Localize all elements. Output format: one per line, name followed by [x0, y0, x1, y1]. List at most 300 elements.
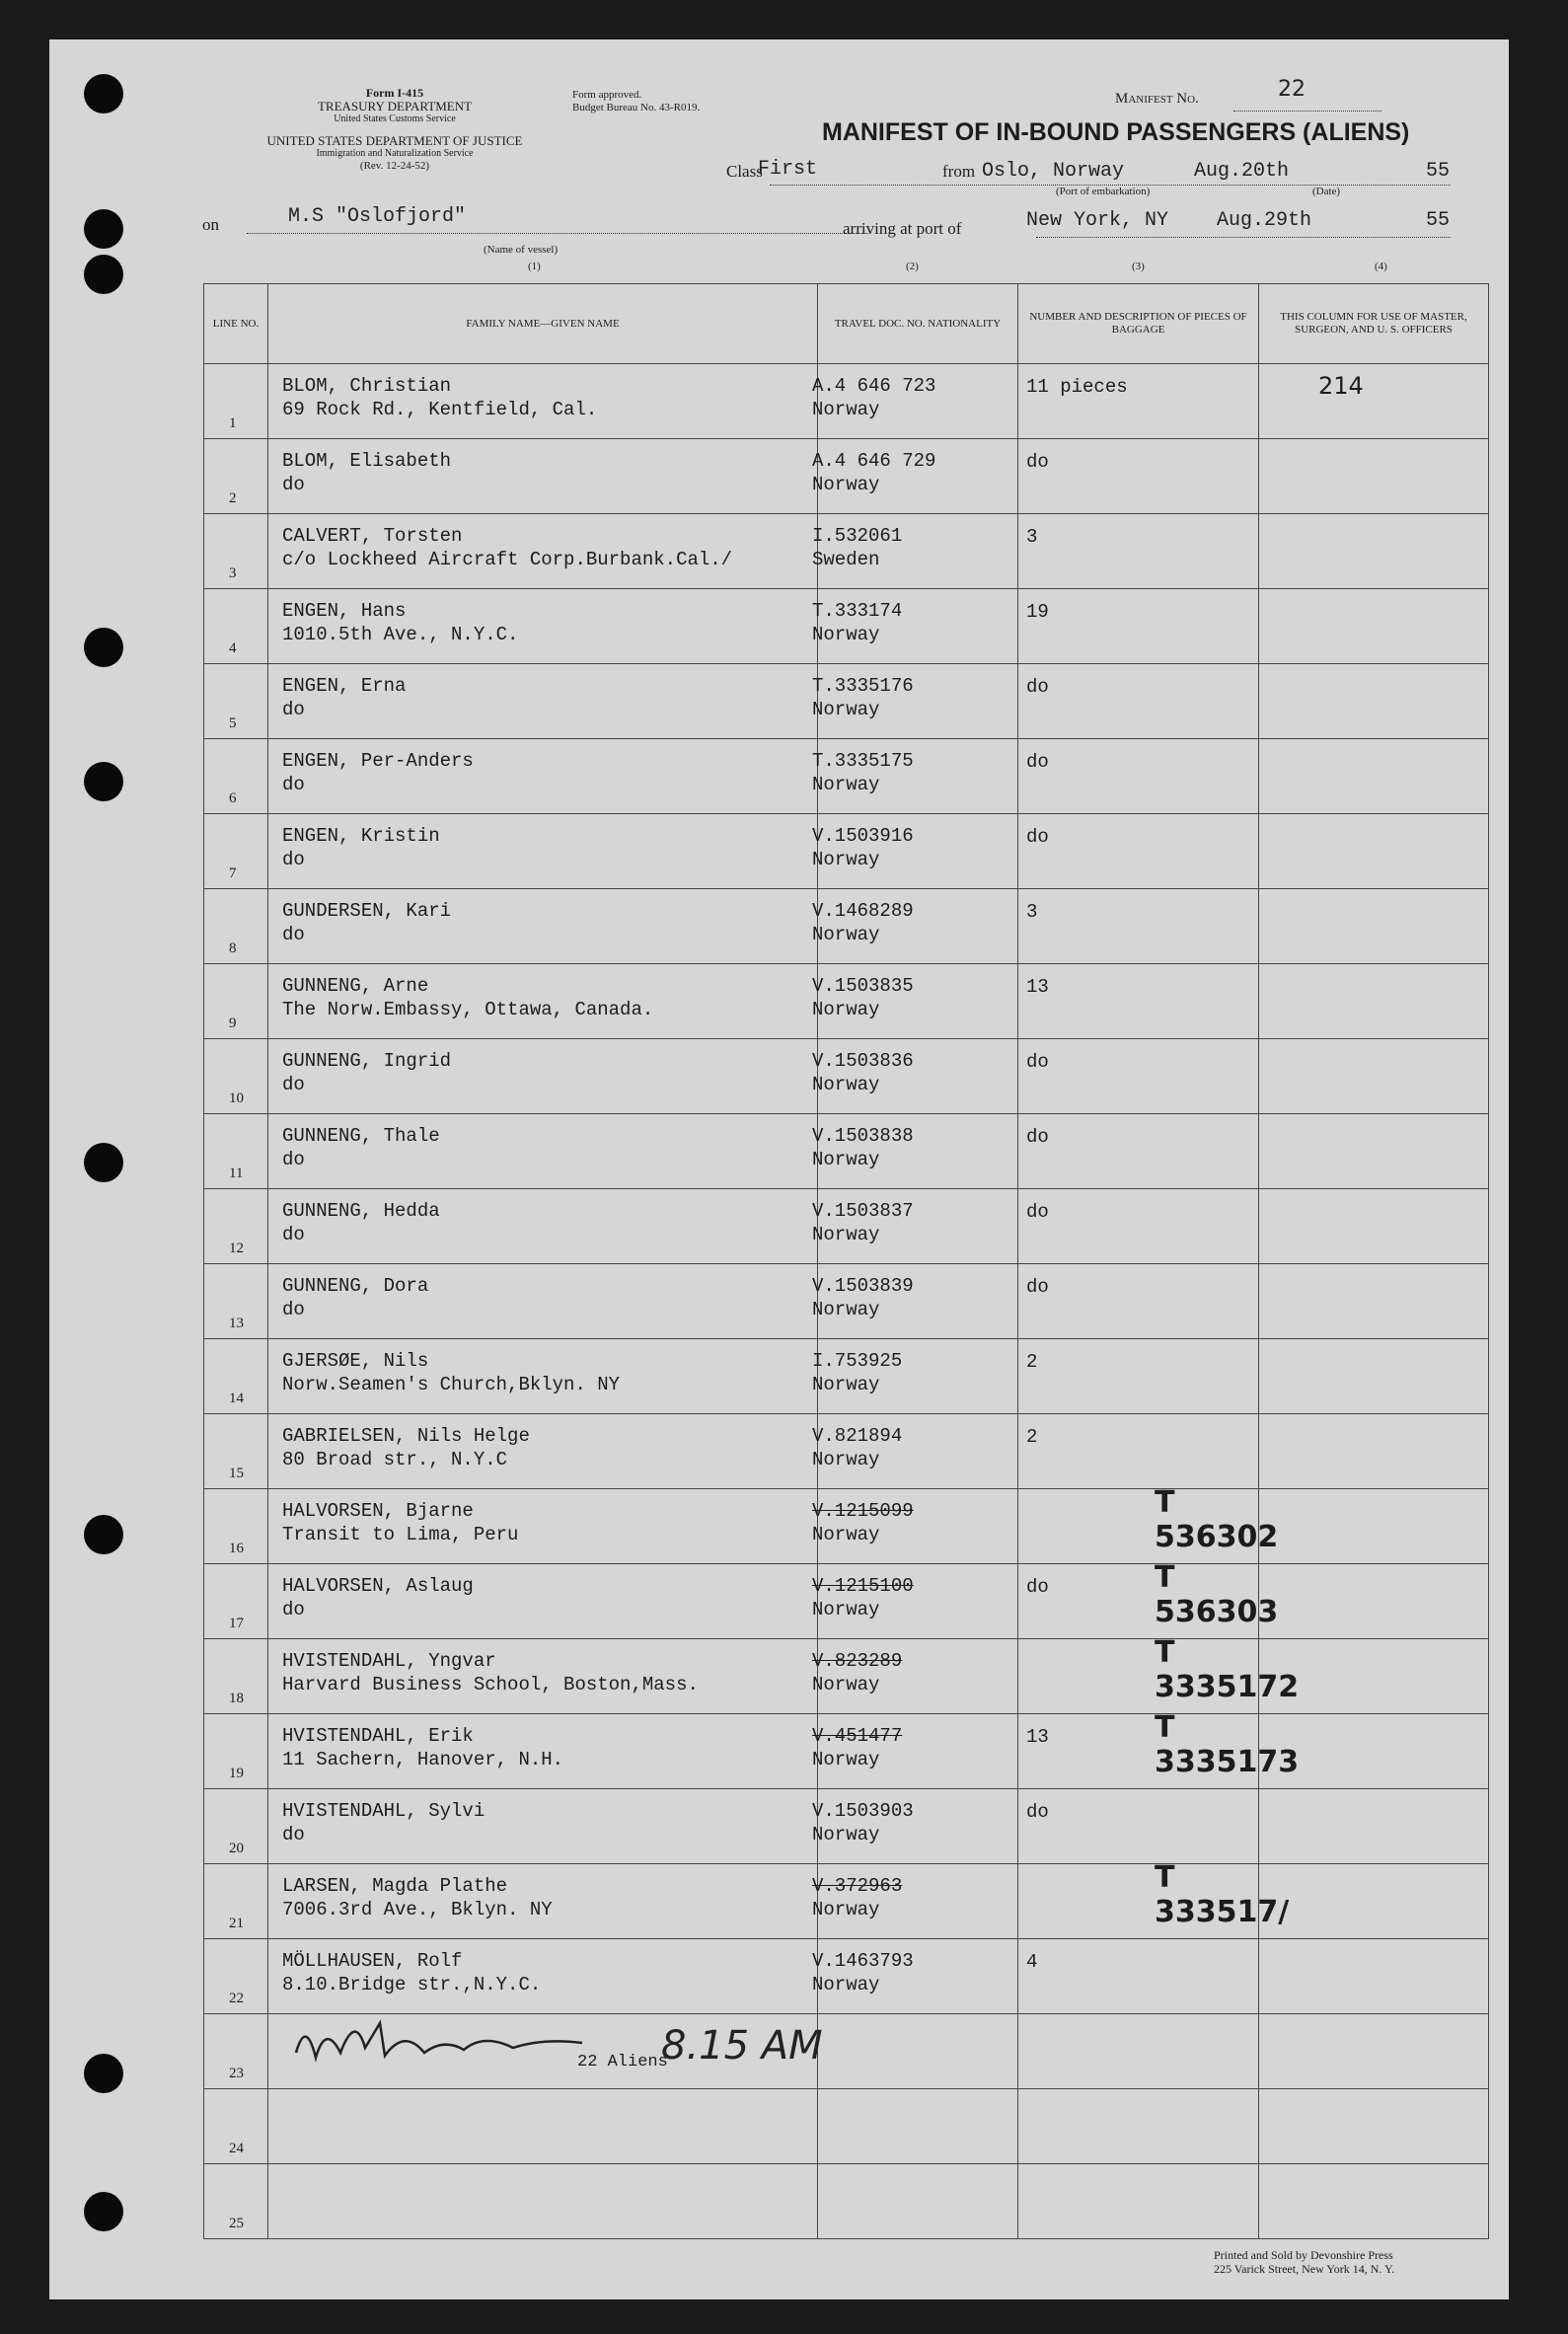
passenger-address: do [282, 474, 305, 495]
baggage-cell [1018, 2014, 1259, 2089]
doc-cell [812, 1339, 1018, 1414]
date-caption: (Date) [1312, 186, 1341, 197]
line-number-cell [204, 2164, 268, 2239]
line-number: 11 [229, 1166, 244, 1181]
travel-doc: I.532061 [812, 525, 903, 547]
aliens-count: 22 Aliens [577, 2053, 668, 2071]
name-cell [268, 889, 818, 964]
line-number-cell [204, 1339, 268, 1414]
doc-cell [812, 439, 1018, 514]
vessel-line [247, 233, 868, 234]
travel-doc: V.1503835 [812, 975, 914, 997]
officer-cell [1259, 2014, 1489, 2089]
col-header-line: LINE NO. [204, 284, 268, 364]
name-cell [268, 739, 818, 814]
passenger-name: HVISTENDAHL, Yngvar [282, 1650, 496, 1672]
signature-time: 8.15 AM [661, 2023, 823, 2069]
punch-hole [84, 1143, 123, 1182]
port-caption: (Port of embarkation) [1056, 186, 1151, 197]
line-number-cell [204, 1714, 268, 1789]
replacement-doc: T 333517/ [1155, 1860, 1290, 1929]
table-row [204, 664, 1489, 739]
form-number: Form I-415 [365, 86, 424, 100]
passenger-address: do [282, 924, 305, 945]
col-num-1: (1) [528, 261, 541, 272]
nationality: Norway [812, 1824, 880, 1845]
passenger-name: GUNNENG, Hedda [282, 1200, 440, 1222]
passenger-address: do [282, 1224, 305, 1245]
officer-cell [1259, 364, 1489, 439]
baggage-cell [1018, 964, 1259, 1039]
baggage: do [1026, 1801, 1049, 1823]
passenger-address: do [282, 1299, 305, 1320]
line-number-cell [204, 964, 268, 1039]
baggage-cell [1018, 1264, 1259, 1339]
vessel-caption: (Name of vessel) [484, 244, 559, 256]
doc-cell [812, 1114, 1018, 1189]
nationality: Norway [812, 849, 880, 870]
line-number-cell [204, 814, 268, 889]
passenger-table [203, 283, 1489, 2239]
passenger-address: do [282, 774, 305, 795]
officer-cell [1259, 1339, 1489, 1414]
nationality: Norway [812, 1149, 880, 1170]
punch-hole [84, 2054, 123, 2093]
name-cell [268, 2164, 818, 2239]
replacement-doc: T 3335172 [1155, 1635, 1300, 1704]
line-number-cell [204, 1489, 268, 1564]
doc-cell [812, 1939, 1018, 2014]
line-number-cell [204, 1639, 268, 1714]
baggage-cell [1018, 364, 1259, 439]
passenger-name: HALVORSEN, Aslaug [282, 1575, 474, 1597]
baggage: do [1026, 451, 1049, 473]
table-row [204, 739, 1489, 814]
baggage: 2 [1026, 1426, 1038, 1448]
passenger-address: Norw.Seamen's Church,Bklyn. NY [282, 1374, 621, 1395]
doc-cell [812, 814, 1018, 889]
nationality: Norway [812, 1374, 880, 1395]
passenger-name: HALVORSEN, Bjarne [282, 1500, 474, 1522]
printer-name: Printed and Sold by Devonshire Press [1214, 2248, 1393, 2262]
manifest-number: 22 [1278, 77, 1306, 102]
passenger-name: BLOM, Elisabeth [282, 450, 452, 472]
passenger-address: do [282, 1149, 305, 1170]
from-label: from [942, 162, 976, 181]
line-number-cell [204, 1864, 268, 1939]
travel-doc: V.372963 [812, 1875, 903, 1897]
officer-cell [1259, 1189, 1489, 1264]
table-row [204, 889, 1489, 964]
name-cell [268, 1489, 818, 1564]
nationality: Norway [812, 924, 880, 945]
officer-cell [1259, 2164, 1489, 2239]
baggage-cell [1018, 1789, 1259, 1864]
table-row [204, 814, 1489, 889]
passenger-address: 7006.3rd Ave., Bklyn. NY [282, 1899, 553, 1920]
line-number: 6 [229, 791, 237, 806]
line-number: 8 [229, 941, 237, 956]
name-cell [268, 964, 818, 1039]
baggage-cell [1018, 1039, 1259, 1114]
nationality: Norway [812, 1224, 880, 1245]
travel-doc: V.1503837 [812, 1200, 914, 1222]
table-row [204, 514, 1489, 589]
officer-cell [1259, 1264, 1489, 1339]
line-number: 20 [229, 1841, 244, 1856]
baggage-cell [1018, 1414, 1259, 1489]
doc-cell [812, 889, 1018, 964]
passenger-name: HVISTENDAHL, Sylvi [282, 1800, 485, 1822]
officer-cell [1259, 589, 1489, 664]
line-number-cell [204, 364, 268, 439]
ins-service: Immigration and Naturalization Service [316, 148, 474, 159]
baggage: 2 [1026, 1351, 1038, 1373]
travel-doc: A.4 646 729 [812, 450, 936, 472]
name-cell [268, 1039, 818, 1114]
line-number: 23 [229, 2066, 244, 2081]
baggage: do [1026, 676, 1049, 698]
doc-cell [812, 1714, 1018, 1789]
travel-doc: V.1503916 [812, 825, 914, 847]
table-row [204, 1039, 1489, 1114]
line-number-cell [204, 1939, 268, 2014]
travel-doc: V.1215099 [812, 1500, 914, 1522]
name-cell [268, 439, 818, 514]
travel-doc: V.1463793 [812, 1950, 914, 1972]
name-cell [268, 664, 818, 739]
table-row [204, 1864, 1489, 1939]
name-cell [268, 1414, 818, 1489]
table-row [204, 1639, 1489, 1714]
name-cell [268, 1564, 818, 1639]
baggage-cell [1018, 814, 1259, 889]
passenger-name: HVISTENDAHL, Erik [282, 1725, 474, 1747]
doc-cell [812, 1039, 1018, 1114]
travel-doc: V.1215100 [812, 1575, 914, 1597]
line-number-cell [204, 589, 268, 664]
col-header-name: FAMILY NAME—GIVEN NAME [268, 284, 818, 364]
nationality: Norway [812, 1599, 880, 1620]
table-row [204, 1939, 1489, 2014]
line-number: 5 [229, 715, 237, 731]
travel-doc: V.1468289 [812, 900, 914, 922]
nationality: Norway [812, 399, 880, 420]
line-number: 21 [229, 1916, 244, 1931]
officer-cell [1259, 1789, 1489, 1864]
doc-cell [812, 589, 1018, 664]
line-number-cell [204, 1114, 268, 1189]
from-date: Aug.20th [1194, 160, 1290, 183]
travel-doc: T.3335176 [812, 675, 914, 697]
name-cell [268, 1189, 818, 1264]
officer-signature [286, 2008, 681, 2077]
baggage-cell [1018, 1710, 1300, 1789]
table-row [204, 1489, 1489, 1564]
line-number-cell [204, 1789, 268, 1864]
nationality: Norway [812, 774, 880, 795]
doc-cell [818, 2089, 1018, 2164]
justice-dept: UNITED STATES DEPARTMENT OF JUSTICE [266, 133, 523, 148]
line-number-cell [204, 1564, 268, 1639]
arriving-label: arriving at port of [843, 219, 962, 238]
name-cell [268, 814, 818, 889]
line-number: 19 [229, 1766, 244, 1781]
class-value: First [758, 158, 818, 181]
col-header-doc: TRAVEL DOC. NO. NATIONALITY [818, 284, 1018, 364]
line-number-cell [204, 2014, 268, 2089]
baggage: do [1026, 1201, 1049, 1223]
officer-cell [1259, 814, 1489, 889]
name-cell [268, 589, 818, 664]
nationality: Norway [812, 1449, 880, 1470]
punch-hole [84, 762, 123, 801]
officer-cell [1259, 514, 1489, 589]
baggage: do [1026, 751, 1049, 773]
officer-cell [1259, 1564, 1489, 1639]
officer-cell [1259, 739, 1489, 814]
baggage-cell [1018, 1189, 1259, 1264]
passenger-name: CALVERT, Torsten [282, 525, 463, 547]
officer-cell [1259, 1639, 1489, 1714]
nationality: Norway [812, 1299, 880, 1320]
doc-cell [818, 2014, 1018, 2089]
line-number: 14 [229, 1391, 244, 1406]
baggage: do [1026, 1276, 1049, 1298]
table-row [204, 1189, 1489, 1264]
passenger-name: GUNNENG, Arne [282, 975, 429, 997]
doc-cell [812, 1489, 1018, 1564]
passenger-name: BLOM, Christian [282, 375, 452, 397]
officer-cell [1259, 1414, 1489, 1489]
name-cell [268, 1714, 818, 1789]
passenger-name: GJERSØE, Nils [282, 1350, 429, 1372]
table-row [204, 1264, 1489, 1339]
nationality: Norway [812, 1749, 880, 1770]
doc-cell [812, 739, 1018, 814]
line-number: 25 [229, 2216, 244, 2231]
baggage: 13 [1026, 976, 1049, 998]
arrival-port: New York, NY [1026, 209, 1169, 232]
line-number-cell [204, 2089, 268, 2164]
table-row [204, 439, 1489, 514]
travel-doc: T.3335175 [812, 750, 914, 772]
passenger-address: do [282, 1824, 305, 1845]
punch-hole [84, 1515, 123, 1554]
baggage-cell [1018, 1939, 1259, 2014]
line-number: 16 [229, 1541, 244, 1556]
travel-doc: V.1503903 [812, 1800, 914, 1822]
baggage: 13 [1026, 1726, 1049, 1748]
baggage-cell [1018, 2164, 1259, 2239]
officer-cell [1259, 664, 1489, 739]
passenger-address: 8.10.Bridge str.,N.Y.C. [282, 1974, 542, 1995]
nationality: Norway [812, 474, 880, 495]
doc-cell [812, 1189, 1018, 1264]
line-number: 15 [229, 1466, 244, 1481]
passenger-address: do [282, 699, 305, 720]
nationality: Norway [812, 1974, 880, 1995]
nationality: Norway [812, 1524, 880, 1545]
name-cell [268, 1864, 818, 1939]
baggage: do [1026, 826, 1049, 848]
on-label: on [202, 215, 219, 234]
officer-cell [1259, 1864, 1489, 1939]
officer-cell [1259, 1039, 1489, 1114]
baggage-cell [1018, 889, 1259, 964]
revision: (Rev. 12-24-52) [359, 160, 430, 172]
baggage-cell [1018, 514, 1259, 589]
doc-cell [812, 364, 1018, 439]
col-num-2: (2) [906, 261, 919, 272]
line-number: 2 [229, 490, 237, 506]
passenger-address: 69 Rock Rd., Kentfield, Cal. [282, 399, 598, 420]
line-number-cell [204, 664, 268, 739]
line-number: 4 [229, 640, 237, 656]
doc-cell [812, 1639, 1018, 1714]
doc-cell [812, 1864, 1018, 1939]
table-row [204, 1564, 1489, 1639]
replacement-doc: T 536303 [1155, 1560, 1279, 1629]
col-header-officers: THIS COLUMN FOR USE OF MASTER, SURGEON, AND U. S. OFFICERS [1259, 284, 1489, 364]
travel-doc: V.451477 [812, 1725, 903, 1747]
baggage: 4 [1026, 1951, 1038, 1973]
line-number: 17 [229, 1616, 244, 1631]
name-cell [268, 1939, 818, 2014]
passenger-address: 1010.5th Ave., N.Y.C. [282, 624, 519, 645]
baggage-cell [1018, 664, 1259, 739]
baggage-cell [1018, 589, 1259, 664]
baggage-cell [1018, 1485, 1279, 1564]
col-num-3: (3) [1132, 261, 1145, 272]
table-row [204, 2164, 1489, 2239]
printer-address: 225 Varick Street, New York 14, N. Y. [1214, 2262, 1395, 2276]
name-cell [268, 1339, 818, 1414]
class-label: Class [726, 162, 763, 181]
nationality: Norway [812, 999, 880, 1020]
line-number: 12 [229, 1241, 244, 1256]
travel-doc: V.1503839 [812, 1275, 914, 1297]
travel-doc: T.333174 [812, 600, 903, 622]
punch-hole [84, 74, 123, 113]
baggage-cell [1018, 1339, 1259, 1414]
line-number: 7 [229, 866, 237, 881]
name-cell [268, 1639, 818, 1714]
name-cell [268, 1789, 818, 1864]
from-year: 55 [1426, 160, 1451, 183]
name-cell [268, 1114, 818, 1189]
manifest-label: Manifest No. [1115, 91, 1199, 107]
baggage-cell [1018, 1560, 1279, 1639]
passenger-name: ENGEN, Kristin [282, 825, 440, 847]
name-cell [268, 1264, 818, 1339]
officer-cell [1259, 1939, 1489, 2014]
table-row [204, 1414, 1489, 1489]
travel-doc: V.821894 [812, 1425, 903, 1447]
replacement-doc: T 3335173 [1155, 1710, 1300, 1779]
baggage: 3 [1026, 526, 1038, 548]
manifest-page [49, 39, 1509, 2299]
table-row [204, 964, 1489, 1039]
line-number: 10 [229, 1091, 244, 1106]
from-port: Oslo, Norway [982, 160, 1125, 183]
arrival-year: 55 [1426, 209, 1451, 232]
table-row [204, 1789, 1489, 1864]
vessel-name: M.S "Oslofjord" [288, 205, 467, 228]
budget-bureau: Budget Bureau No. 43-R019. [572, 102, 701, 113]
arrival-date: Aug.29th [1217, 209, 1312, 232]
customs-service: United States Customs Service [334, 113, 456, 124]
form-approved: Form approved. [572, 89, 642, 101]
passenger-name: LARSEN, Magda Plathe [282, 1875, 508, 1897]
travel-doc: V.1503836 [812, 1050, 914, 1072]
col-num-4: (4) [1375, 261, 1387, 272]
doc-cell [818, 2164, 1018, 2239]
doc-cell [812, 1564, 1018, 1639]
punch-hole [84, 209, 123, 249]
baggage-cell [1018, 2089, 1259, 2164]
table-row [204, 2089, 1489, 2164]
baggage-cell [1018, 1860, 1290, 1939]
passenger-name: ENGEN, Erna [282, 675, 407, 697]
officer-cell [1259, 2089, 1489, 2164]
doc-cell [812, 1414, 1018, 1489]
passenger-name: ENGEN, Hans [282, 600, 407, 622]
baggage: 3 [1026, 901, 1038, 923]
baggage-cell [1018, 439, 1259, 514]
doc-cell [812, 664, 1018, 739]
officer-cell [1259, 1114, 1489, 1189]
nationality: Sweden [812, 549, 880, 570]
passenger-name: GUNDERSEN, Kari [282, 900, 452, 922]
passenger-name: GUNNENG, Dora [282, 1275, 429, 1297]
replacement-doc: T 536302 [1155, 1485, 1279, 1554]
doc-cell [812, 1264, 1018, 1339]
line-number-cell [204, 1264, 268, 1339]
travel-doc: A.4 646 723 [812, 375, 936, 397]
table-row [204, 1714, 1489, 1789]
arrival-line [1036, 237, 1451, 238]
line-number-cell [204, 1414, 268, 1489]
nationality: Norway [812, 1674, 880, 1695]
line-number-cell [204, 1189, 268, 1264]
line-number-cell [204, 889, 268, 964]
table-row [204, 1339, 1489, 1414]
passenger-name: GUNNENG, Thale [282, 1125, 440, 1147]
nationality: Norway [812, 1074, 880, 1095]
punch-hole [84, 628, 123, 667]
baggage: 19 [1026, 601, 1049, 623]
doc-cell [812, 514, 1018, 589]
treasury-dept: TREASURY DEPARTMENT [317, 99, 473, 113]
officer-cell [1259, 1489, 1489, 1564]
baggage: do [1026, 1051, 1049, 1073]
name-cell [268, 514, 818, 589]
line-number-cell [204, 439, 268, 514]
passenger-name: ENGEN, Per-Anders [282, 750, 474, 772]
passenger-address: do [282, 1074, 305, 1095]
passenger-address: c/o Lockheed Aircraft Corp.Burbank.Cal./ [282, 549, 733, 570]
travel-doc: V.823289 [812, 1650, 903, 1672]
baggage-cell [1018, 739, 1259, 814]
baggage-cell [1018, 1114, 1259, 1189]
passenger-name: GUNNENG, Ingrid [282, 1050, 452, 1072]
passenger-name: GABRIELSEN, Nils Helge [282, 1425, 530, 1447]
line-number: 13 [229, 1316, 244, 1331]
table-row [204, 1114, 1489, 1189]
line-number: 18 [229, 1691, 244, 1706]
baggage: do [1026, 1576, 1049, 1598]
